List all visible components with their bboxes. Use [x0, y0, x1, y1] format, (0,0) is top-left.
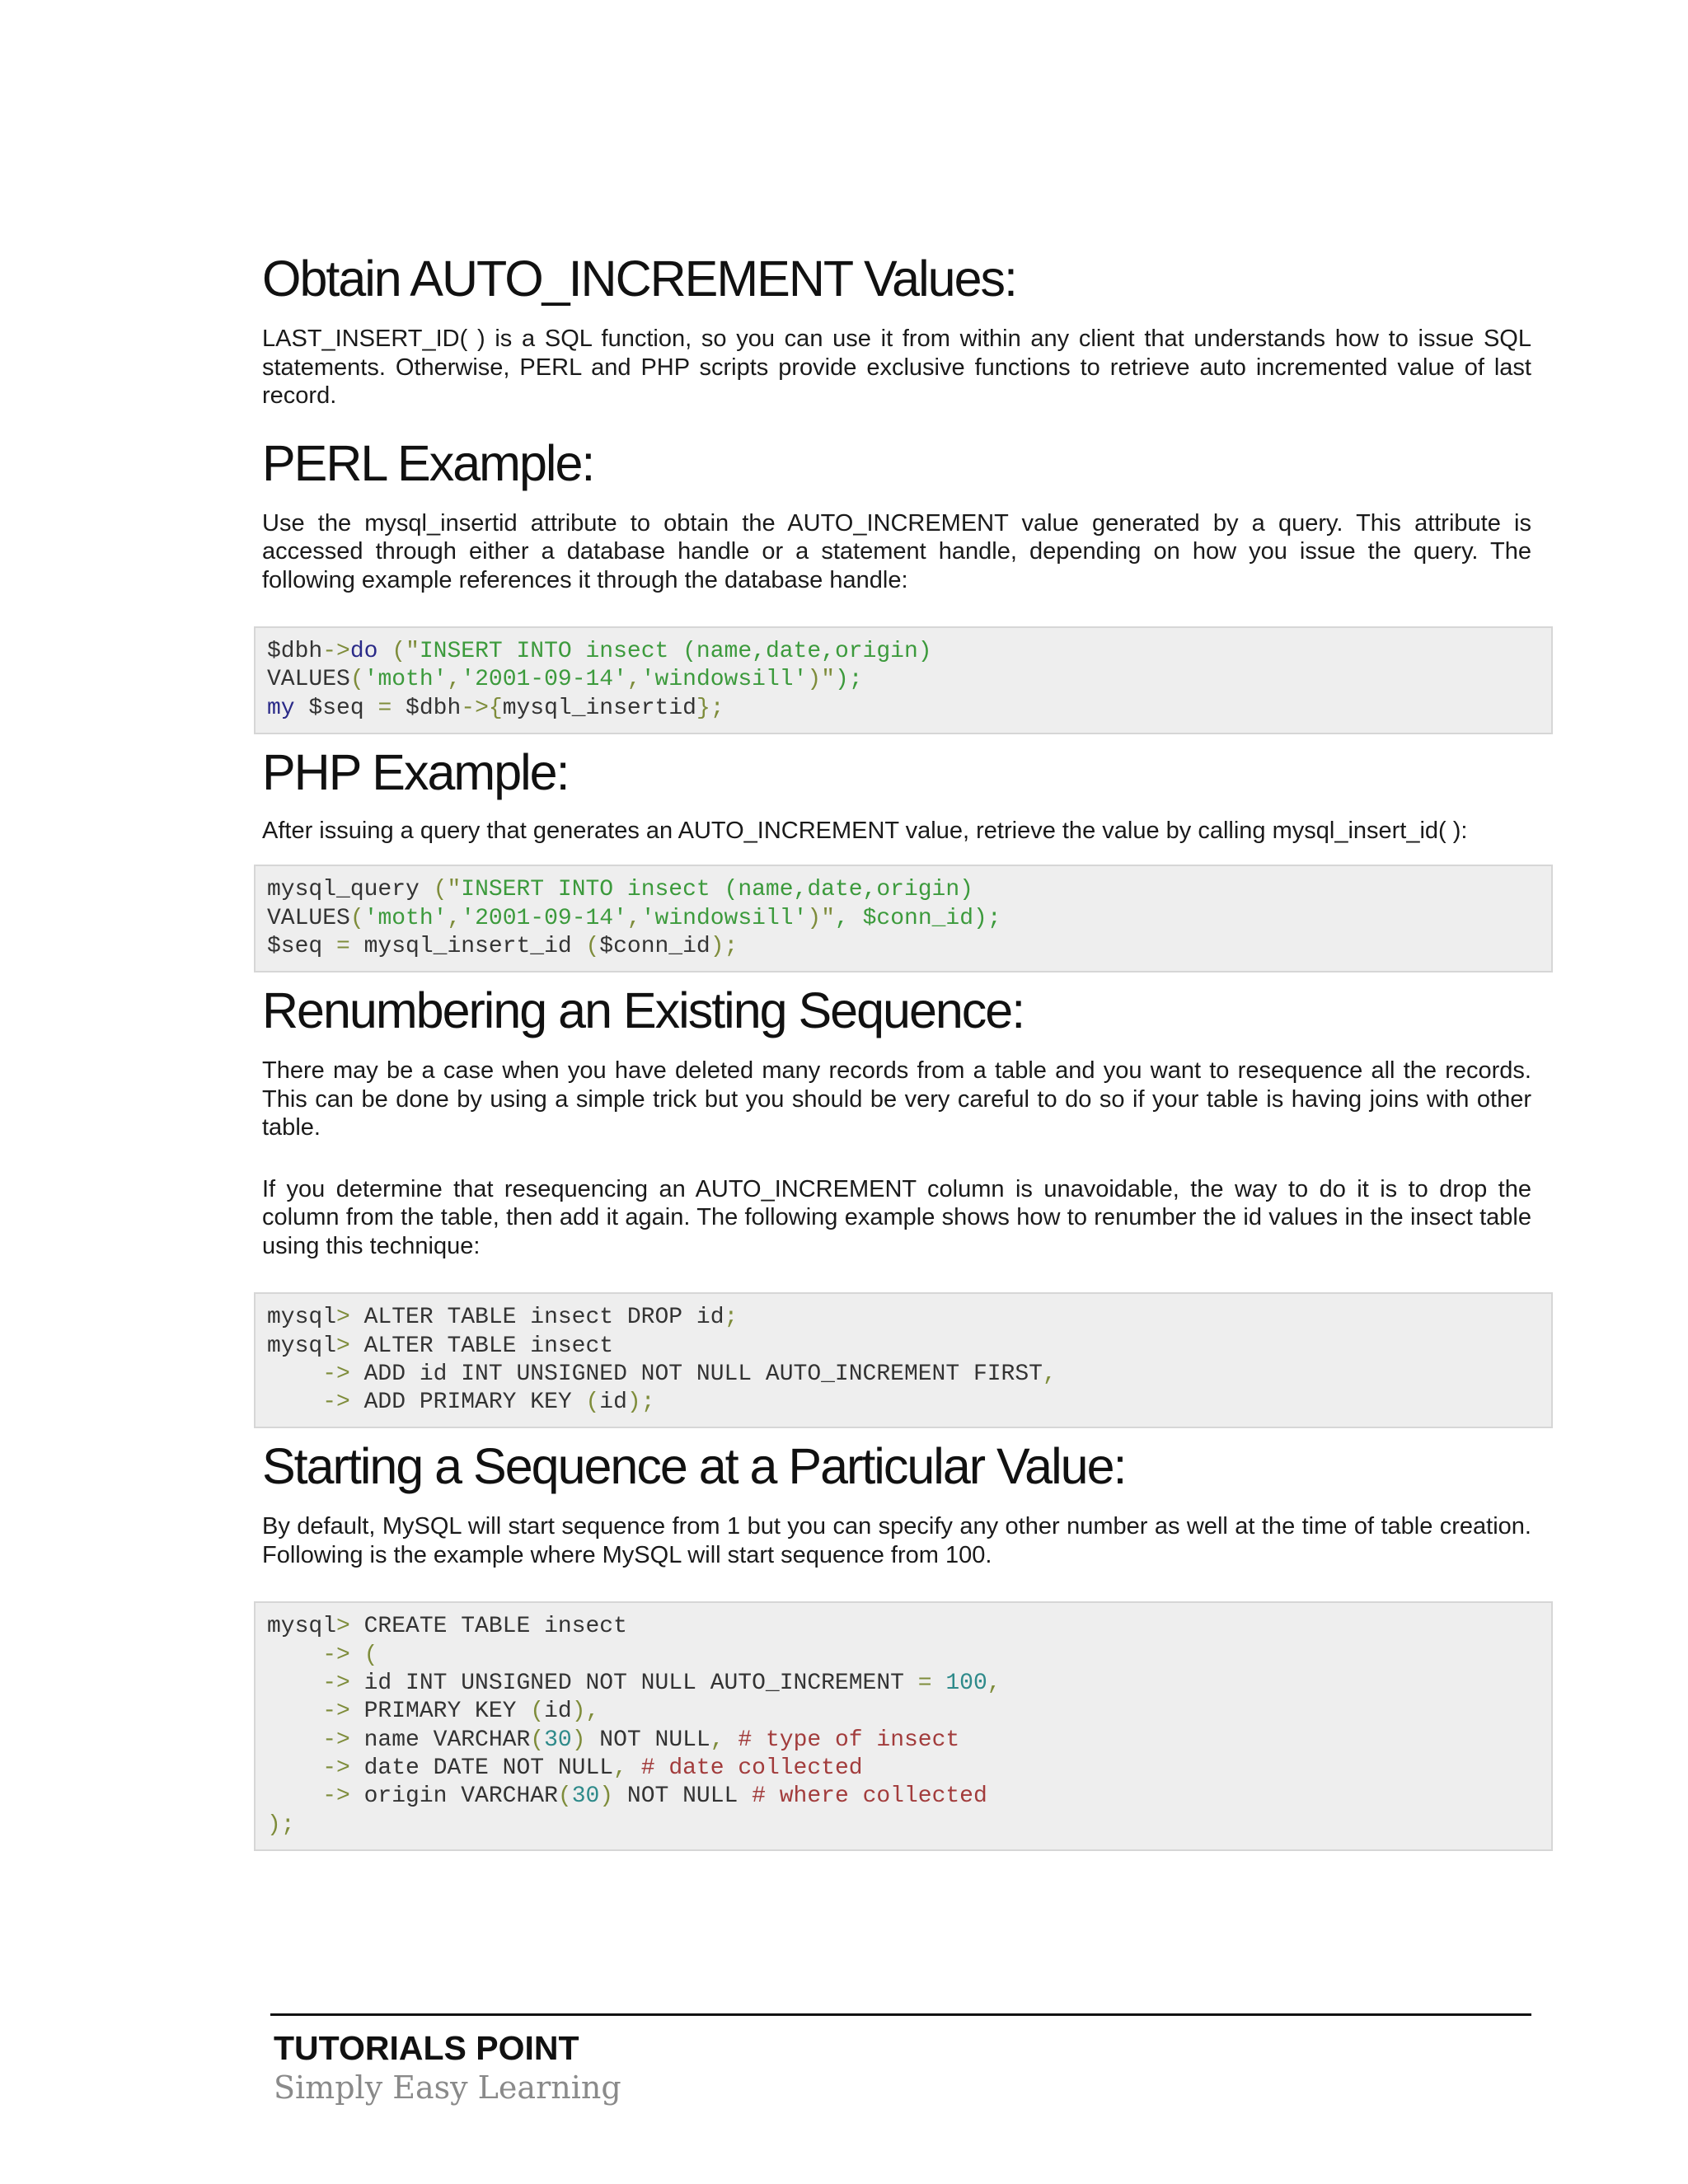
page-footer — [270, 2013, 1531, 2107]
footer-tagline: Simply Easy Learning — [274, 2069, 621, 2106]
section-heading-obtain-auto-increment: Obtain AUTO_INCREMENT Values: — [262, 251, 1016, 307]
section-heading-php-example: PHP Example: — [262, 743, 569, 800]
section-heading-renumbering: Renumbering an Existing Sequence: — [262, 982, 1025, 1039]
paragraph: LAST_INSERT_ID( ) is a SQL function, so you can use it from within any client that understands how to issue SQL statements. Otherwise, PERL and PHP scripts provide exclusive functions to retrieve auto incremented value of last record. — [262, 326, 1531, 409]
document-body — [262, 247, 1531, 1851]
code-block-perl: $dbh->do ("INSERT INTO insect (name,date,origin) VALUES('moth','2001-09-14','windowsill')"); my $seq = $dbh->{mysql_insertid}; — [254, 626, 1553, 734]
section-heading-starting-sequence: Starting a Sequence at a Particular Value: — [262, 1438, 1126, 1495]
paragraph: After issuing a query that generates an AUTO_INCREMENT value, retrieve the value by calling mysql_insert_id( ): — [262, 817, 1468, 844]
code-block-start-sequence: mysql> CREATE TABLE insect -> ( -> id INT UNSIGNED NOT NULL AUTO_INCREMENT = 100, -> PRIMARY KEY (id), -> name VARCHAR(30) NOT NULL, # type of insect -> date DATE NOT NULL, # date collected -> origin VARCHAR(30) NOT NULL # where collected ); — [254, 1601, 1553, 1850]
footer-brand: TUTORIALS POINT — [274, 2029, 579, 2067]
section-heading-perl-example: PERL Example: — [262, 434, 594, 491]
paragraph: Use the mysql_insertid attribute to obtain the AUTO_INCREMENT value generated by a query. This attribute is accessed through either a database handle or a statement handle, depending on how you issue the query. The following example references it through the database handle: — [262, 509, 1531, 593]
code-block-php: mysql_query ("INSERT INTO insect (name,date,origin) VALUES('moth','2001-09-14','windowsill')", $conn_id); $seq = mysql_insert_id ($conn_id); — [254, 865, 1553, 972]
code-block-renumber: mysql> ALTER TABLE insect DROP id; mysql> ALTER TABLE insect -> ADD id INT UNSIGNED NOT NULL AUTO_INCREMENT FIRST, -> ADD PRIMARY KEY (id); — [254, 1292, 1553, 1428]
footer-divider — [270, 2013, 1531, 2016]
paragraph: If you determine that resequencing an AUTO_INCREMENT column is unavoidable, the way to do it is to drop the column from the table, then add it again. The following example shows how to renumber the id values in the insect table using this technique: — [262, 1175, 1531, 1259]
paragraph: By default, MySQL will start sequence from 1 but you can specify any other number as well at the time of table creation. Following is the example where MySQL will start sequence from 100. — [262, 1513, 1531, 1568]
paragraph: There may be a case when you have deleted many records from a table and you want to resequence all the records. This can be done by using a simple trick but you should be very careful to do so if your table is having joins with other table. — [262, 1057, 1531, 1141]
